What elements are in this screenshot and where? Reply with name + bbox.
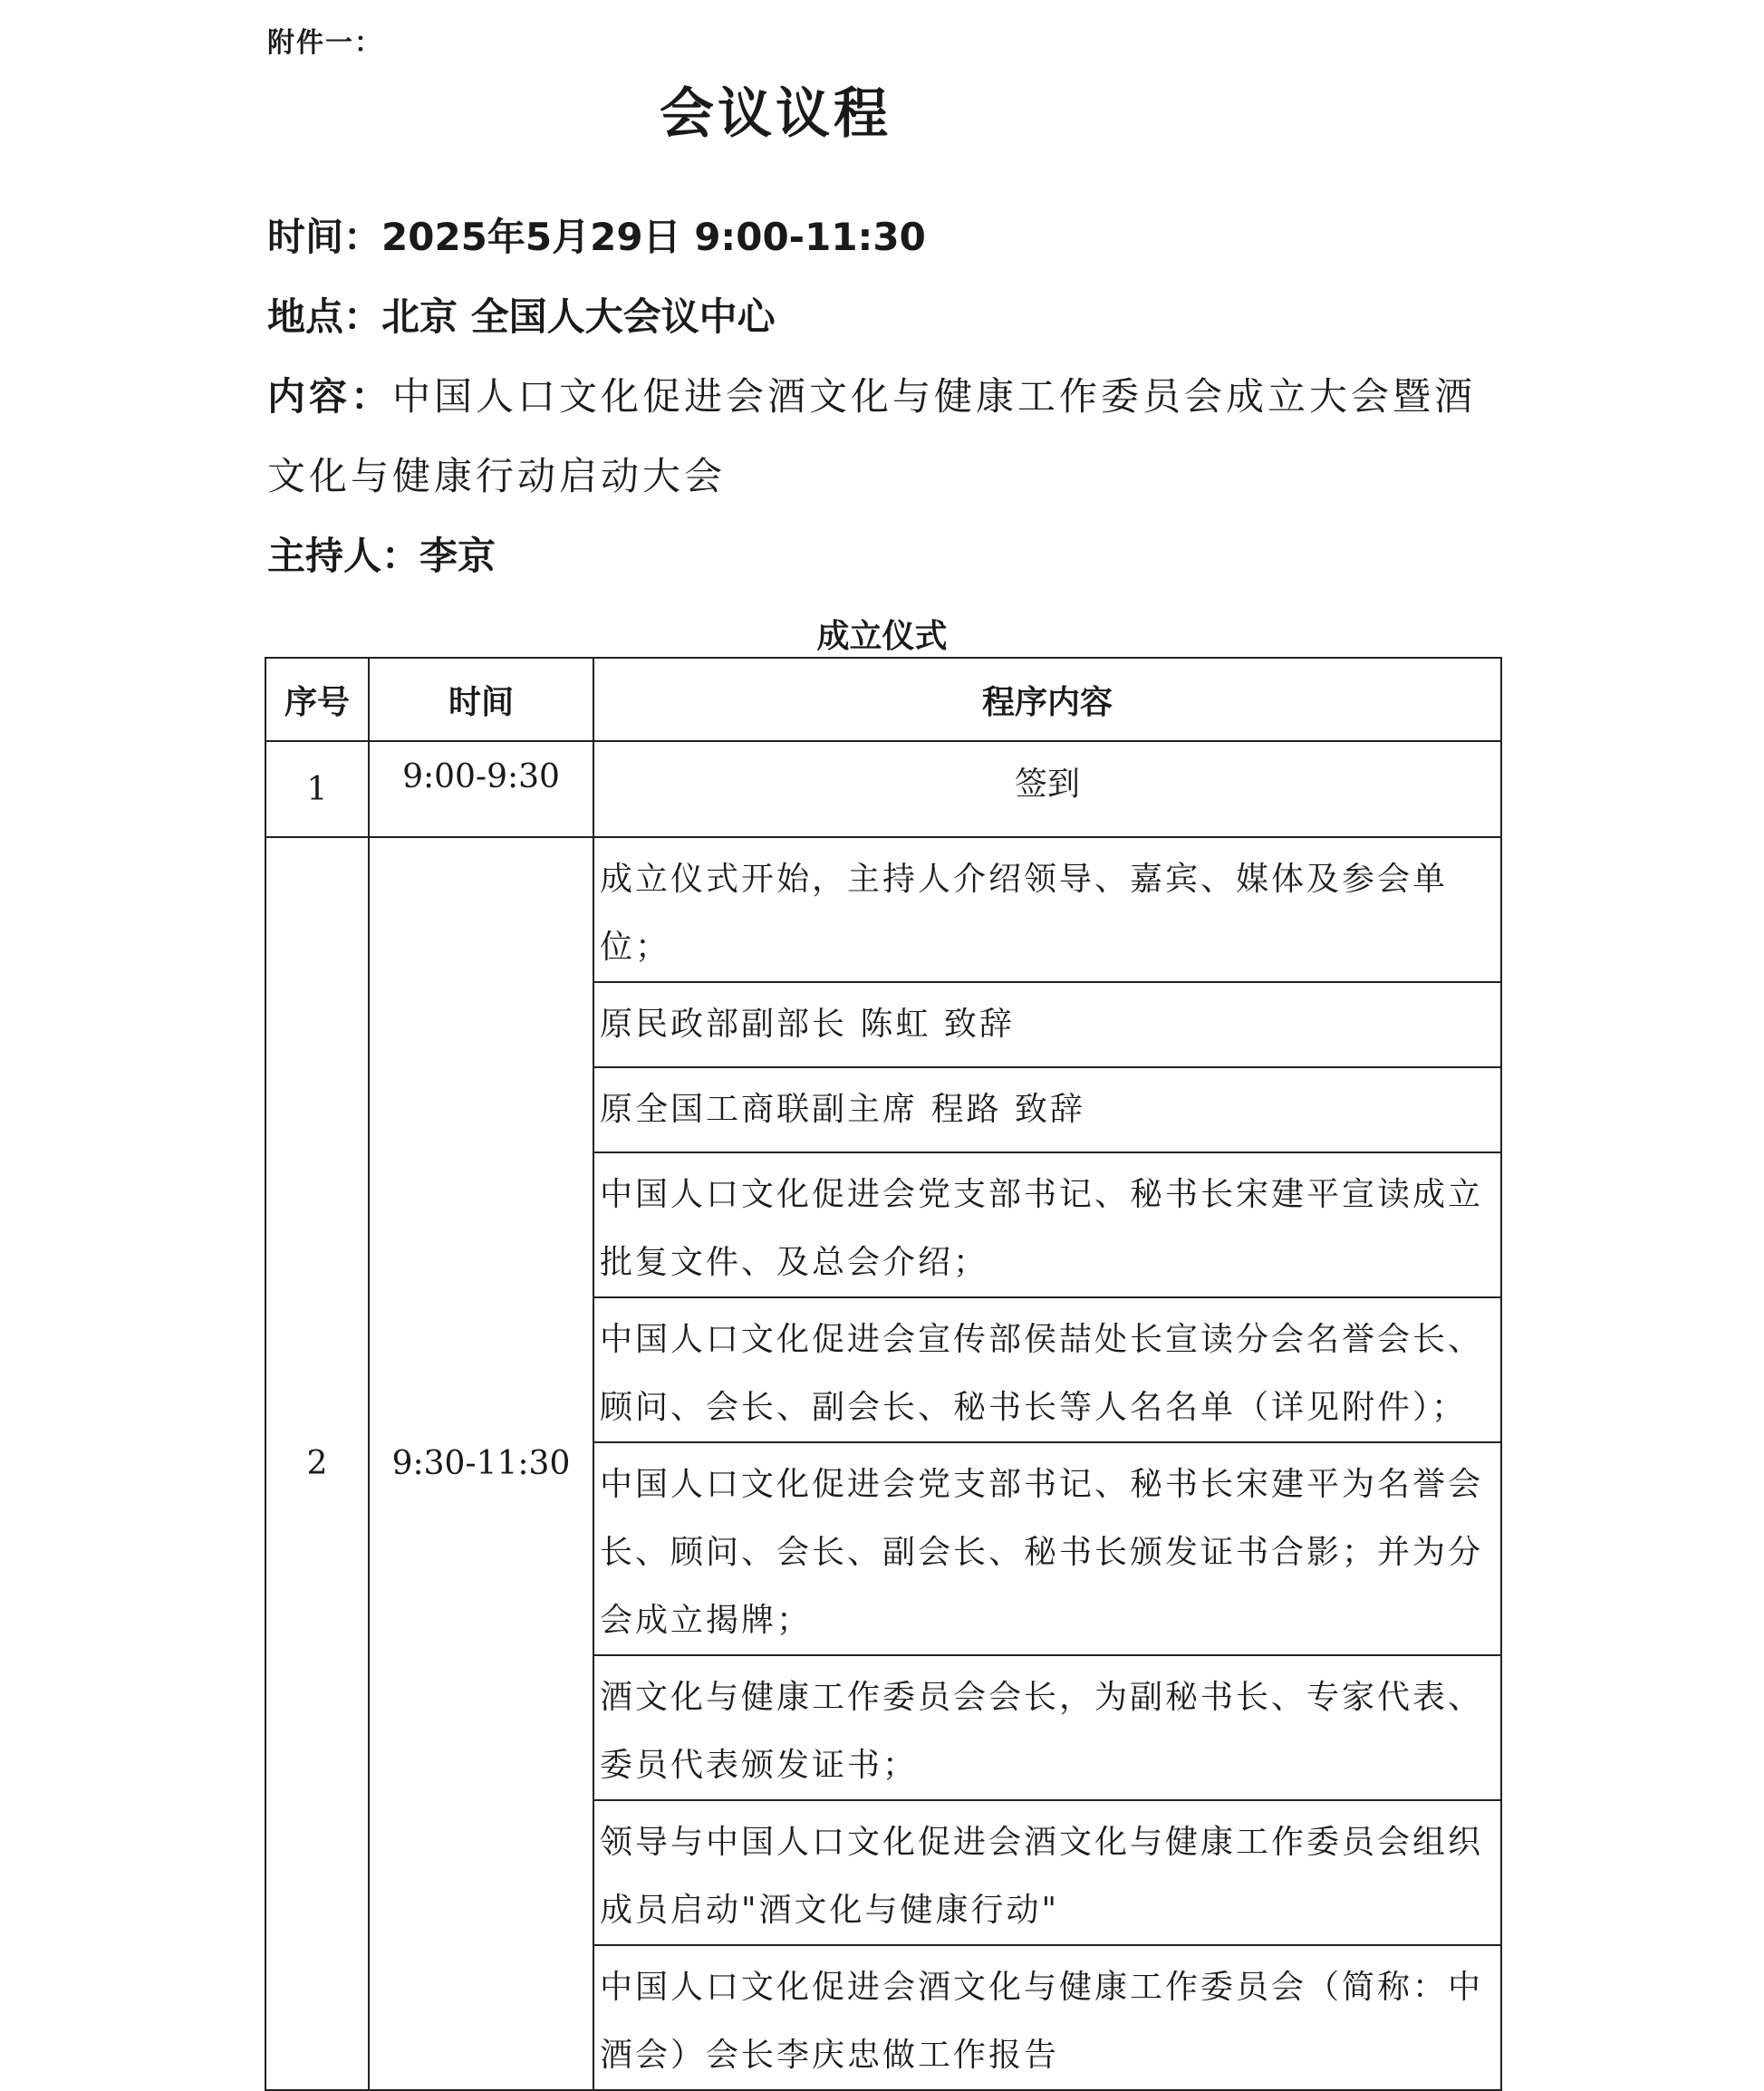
host-line [267,516,496,596]
host-value: 李京 [419,534,496,578]
step-item: 中国人口文化促进会宣传部侯喆处长宣读分会名誉会长、顾问、会长、副会长、秘书长等人名名单（详见附件）； [593,1297,1501,1442]
table-row [265,837,1501,982]
step-item: 成立仪式开始，主持人介绍领导、嘉宾、媒体及参会单位； [593,837,1501,982]
page-title: 会议议程 [660,82,892,146]
step-item: 中国人口文化促进会党支部书记、秘书长宋建平为名誉会长、顾问、会长、副会长、秘书长颁发证书合影；并为分会成立揭牌； [593,1442,1501,1655]
step-item: 中国人口文化促进会酒文化与健康工作委员会（简称：中酒会）会长李庆忠做工作报告 [593,1945,1501,2090]
host-label: 主持人： [267,534,420,578]
content-line [267,357,1499,516]
step-item: 中国人口文化促进会党支部书记、秘书长宋建平宣读成立批复文件、及总会介绍； [593,1152,1501,1297]
table-row [265,741,1501,837]
time-label: 时间： [267,215,382,259]
attachment-label: 附件一： [267,27,383,59]
header-no: 序号 [265,658,369,741]
table-header-row [265,658,1501,741]
step-item: 原全国工商联副主席 程路 致辞 [593,1067,1501,1152]
step-item: 原民政部副部长 陈虹 致辞 [593,982,1501,1067]
header-time: 时间 [369,658,593,741]
place-line [267,277,776,357]
place-label: 地点： [267,294,382,339]
step-item: 领导与中国人口文化促进会酒文化与健康工作委员会组织成员启动"酒文化与健康行动" [593,1800,1501,1945]
content-label: 内容： [267,374,393,419]
row-time: 9:00-9:30 [369,741,593,837]
place-value: 北京 全国人大会议中心 [381,294,776,339]
time-value: 2025年5月29日 9:00-11:30 [381,215,926,259]
content-value: 中国人口文化促进会酒文化与健康工作委员会成立大会暨酒文化与健康行动启动大会 [267,374,1477,498]
row-no: 2 [265,837,369,2090]
step-item: 酒文化与健康工作委员会会长，为副秘书长、专家代表、委员代表颁发证书； [593,1655,1501,1800]
row-time: 9:30-11:30 [369,837,593,2090]
row-no: 1 [265,741,369,837]
step-item: 签到 [593,741,1501,837]
header-content: 程序内容 [593,658,1501,741]
agenda-table [265,657,1502,2091]
table-caption: 成立仪式 [816,618,948,655]
time-line [267,198,926,277]
